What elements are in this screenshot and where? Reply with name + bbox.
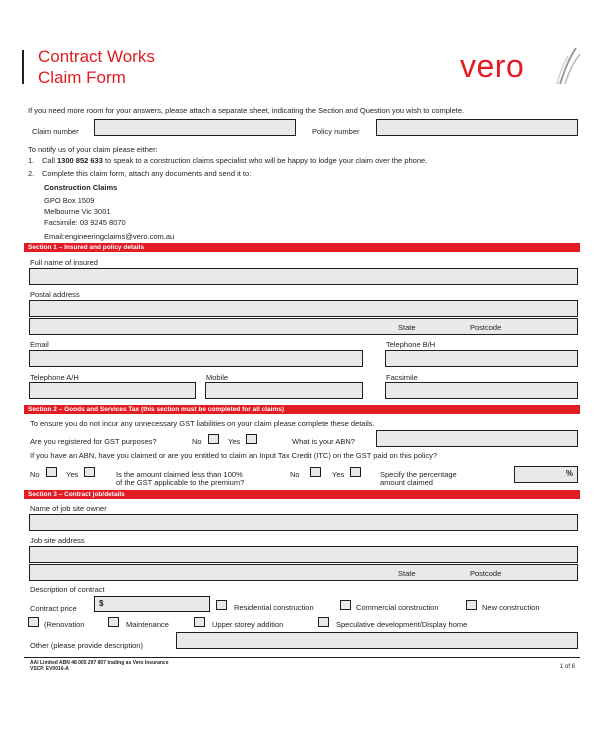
facsimile-label: Facsimile (386, 373, 418, 382)
speculative-checkbox[interactable] (318, 617, 329, 627)
gst-registered-question: Are you registered for GST purposes? (30, 437, 157, 446)
policy-number-field[interactable] (376, 119, 578, 136)
job-address-field-1[interactable] (29, 546, 578, 563)
gst-no-checkbox[interactable] (208, 434, 219, 444)
telephone-bh-label: Telephone B/H (386, 340, 436, 349)
postal-postcode-label: Postcode (470, 323, 502, 332)
upper-storey-label: Upper storey addition (212, 620, 284, 629)
option-1-prefix: Call (42, 156, 55, 165)
footer-divider (24, 657, 580, 658)
gst-yes-label: Yes (228, 437, 241, 446)
speculative-label: Speculative development/Display home (336, 620, 468, 629)
commercial-label: Commercial construction (356, 603, 439, 612)
residential-label: Residential construction (234, 603, 314, 612)
itc-yes-checkbox[interactable] (84, 467, 95, 477)
contract-price-field[interactable] (94, 596, 210, 612)
contract-description-label: Description of contract (30, 585, 105, 594)
header-accent-bar (22, 50, 24, 84)
address-line-1: GPO Box 1509 (44, 196, 95, 205)
option-1-text (42, 156, 427, 166)
itc-yes-label: Yes (66, 470, 79, 479)
commercial-checkbox[interactable] (340, 600, 351, 610)
other-description-field[interactable] (176, 632, 578, 649)
new-construction-checkbox[interactable] (466, 600, 477, 610)
option-1-rest: to speak to a construction claims specialist who will be happy to lodge your claim over the phone. (105, 156, 428, 165)
telephone-bh-field[interactable] (385, 350, 578, 367)
vero-logo-text: vero (460, 48, 525, 84)
renovation-label: (Renovation (44, 620, 85, 629)
facsimile-field[interactable] (385, 382, 578, 399)
email-field[interactable] (29, 350, 363, 367)
job-address-label: Job site address (30, 536, 85, 545)
policy-number-label: Policy number (312, 127, 360, 136)
gst-intro: To ensure you do not incur any unnecessary GST liabilities on your claim please complete these details. (30, 419, 375, 428)
vero-swoosh-icon (556, 46, 582, 86)
form-title-line2: Claim Form (38, 68, 126, 87)
maintenance-label: Maintenance (126, 620, 169, 629)
itc-question: If you have an ABN, have you claimed or are you entitled to claim an Input Tax Credit (ITC) on the GST paid on this policy? (30, 451, 438, 460)
amount-question-line-2: of the GST applicable to the premium? (116, 478, 245, 487)
abn-field[interactable] (376, 430, 578, 447)
telephone-ah-field[interactable] (29, 382, 196, 399)
new-construction-label: New construction (482, 603, 540, 612)
percentage-label-line-1: Specify the percentage (380, 470, 457, 479)
form-title-line1: Contract Works (38, 47, 155, 66)
amount-yes-checkbox[interactable] (350, 467, 361, 477)
section-3-header: Section 3 – Contract job/details (24, 490, 580, 499)
option-2-text: Complete this claim form, attach any documents and send it to: (42, 169, 252, 178)
postal-address-label: Postal address (30, 290, 80, 299)
vero-logo (460, 46, 580, 88)
itc-no-checkbox[interactable] (46, 467, 57, 477)
job-owner-field[interactable] (29, 514, 578, 531)
job-state-label: State (398, 569, 416, 578)
itc-no-label: No (30, 470, 40, 479)
job-postcode-label: Postcode (470, 569, 502, 578)
claims-email: Email:engineeringclaims@vero.com.au (44, 232, 175, 241)
notify-label: To notify us of your claim please either: (28, 145, 158, 154)
option-2-number: 2. (28, 169, 35, 178)
section-2-header: Section 2 – Goods and Services Tax (this section must be completed for all claims) (24, 405, 580, 414)
mobile-field[interactable] (205, 382, 363, 399)
percent-symbol: % (565, 469, 573, 478)
claim-number-field[interactable] (94, 119, 296, 136)
page-number: 1 of 6 (560, 664, 576, 670)
contract-price-label: Contract price (30, 604, 77, 613)
postal-address-field-1[interactable] (29, 300, 578, 317)
telephone-ah-label: Telephone A/H (30, 373, 79, 382)
percentage-label-line-2: amount claimed (380, 478, 433, 487)
other-description-label: Other (please provide description) (30, 641, 143, 650)
footer-form-code: VSCP. EV0016-A (30, 666, 69, 672)
amount-question-line-1: Is the amount claimed less than 100% (116, 470, 243, 479)
option-1-number: 1. (28, 156, 35, 165)
full-name-label: Full name of insured (30, 258, 98, 267)
gst-no-label: No (192, 437, 202, 446)
facsimile-number: Facsimile: 03 9245 8070 (44, 218, 126, 227)
residential-checkbox[interactable] (216, 600, 227, 610)
full-name-field[interactable] (29, 268, 578, 285)
address-title: Construction Claims (44, 183, 118, 192)
email-label: Email (30, 340, 49, 349)
amount-no-checkbox[interactable] (310, 467, 321, 477)
abn-question: What is your ABN? (292, 437, 355, 446)
section-1-header: Section 1 – Insured and policy details (24, 243, 580, 252)
gst-yes-checkbox[interactable] (246, 434, 257, 444)
job-owner-label: Name of job site owner (30, 504, 107, 513)
claim-number-label: Claim number (32, 127, 79, 136)
amount-no-label: No (290, 470, 300, 479)
amount-yes-label: Yes (332, 470, 345, 479)
postal-state-label: State (398, 323, 416, 332)
maintenance-checkbox[interactable] (108, 617, 119, 627)
more-room-note: If you need more room for your answers, please attach a separate sheet, indicating the Section and Question you wish to complete. (28, 106, 465, 115)
percentage-field[interactable] (514, 466, 578, 483)
address-line-2: Melbourne Vic 3001 (44, 207, 111, 216)
renovation-checkbox[interactable] (28, 617, 39, 627)
mobile-label: Mobile (206, 373, 229, 382)
claims-phone-number: 1300 852 633 (57, 156, 103, 165)
footer-company-line: AAI Limited ABN 48 005 297 807 trading as Vero Insurance (30, 660, 169, 666)
upper-storey-checkbox[interactable] (194, 617, 205, 627)
dollar-symbol: $ (99, 599, 104, 608)
